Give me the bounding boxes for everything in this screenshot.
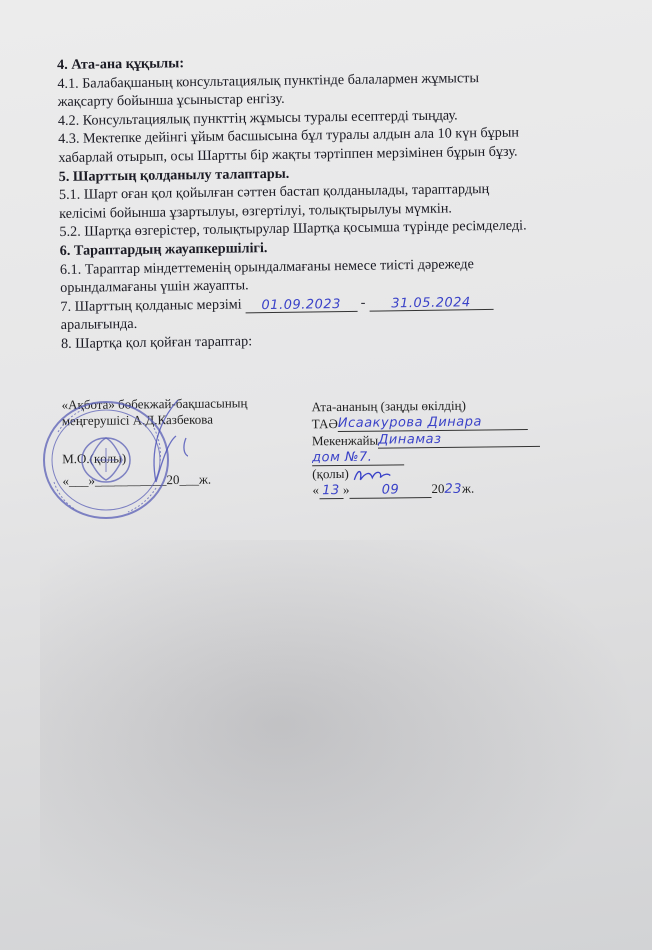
date-quote-close: »: [342, 481, 350, 497]
address-row: [312, 430, 562, 450]
clause-4-3a: 4.3. Мектепке дейінгі ұйым басшысына бұл туралы алдын ала 10 күн бұрын: [58, 124, 520, 148]
round-seal-stamp: [38, 392, 188, 524]
section-6-heading: 6. Тараптардың жауапкершілігі.: [59, 240, 268, 259]
date-year: 20___ж.: [166, 471, 212, 488]
date-suffix: ж.: [461, 480, 475, 496]
head-name: меңгерушісі А.Д.Казбекова: [61, 411, 214, 429]
parent-signature-block: [311, 397, 562, 500]
clause-6-1b: орындалмағаны үшін жауапты.: [60, 277, 249, 297]
date-year-prefix: 20: [431, 480, 445, 497]
section-5-heading: 5. Шарттың қолданылу талаптары.: [58, 165, 290, 185]
clause-5-2: 5.2. Шартқа өзгерістер, толықтырулар Шартқа қосымша түрінде ресімделеді.: [59, 217, 527, 241]
date-month-field: [349, 481, 431, 499]
address-label: Мекенжайы: [311, 432, 379, 449]
name-field: [338, 413, 528, 432]
term-start-field: [245, 295, 357, 314]
parent-name-value: Исаакурова Динара: [337, 414, 482, 432]
address-value-1: Динамаз: [378, 431, 442, 448]
clause-5-1a: 5.1. Шарт оған қол қойылған сәттен бастап қолданылады, тараптардың: [58, 181, 490, 204]
term-end-field: [369, 293, 493, 312]
date-day-value: 13: [322, 483, 340, 499]
term-prefix: 7. Шарттың қолданыс мерзімі: [60, 296, 242, 315]
parent-sign-label: (қолы): [312, 465, 349, 482]
parent-signature-mark: [352, 467, 392, 481]
date-month-value: 09: [381, 482, 400, 498]
clause-4-3b: хабарлай отырып, осы Шартты бір жақты тәртіппен мерзімінен бұрын бұзу.: [58, 143, 518, 166]
clause-4-2: 4.2. Консультациялық пункттің жұмысы туралы есептерді тыңдау.: [57, 107, 458, 129]
address-value-2: дом №7.: [312, 449, 373, 466]
parent-label: Ата-ананың (заңды өкілдің): [311, 397, 466, 415]
photo-shadow: [40, 540, 640, 950]
address-field-2: [312, 448, 404, 466]
clause-4-1b: жақсарту бойынша ұсыныстар енгізу.: [57, 91, 285, 111]
date-year-value: 23: [444, 481, 463, 497]
date-blank: «___»___________: [62, 472, 167, 489]
term-suffix: аралығында.: [60, 316, 138, 334]
clause-4-1a: 4.1. Балабақшаның консультациялық пунктінде балалармен жұмысты: [57, 69, 480, 92]
name-label: ТАӘ: [311, 416, 338, 432]
clause-6-1a: 6.1. Тараптар міндеттеменің орындалмағаны немесе тиісті дәрежеде: [59, 255, 474, 278]
clause-5-1b: келісімі бойынша ұзартылуы, өзгертілуі, толықтырылуы мүмкін.: [59, 200, 453, 222]
date-day-field: [319, 482, 343, 499]
contract-text: [57, 48, 621, 353]
seal-sign-label: М.О.(қолы): [62, 450, 127, 467]
section-4-heading: 4. Ата-ана құқылы:: [57, 55, 185, 73]
term-dash: -: [360, 294, 366, 311]
kindergarten-name: «Ақбота» бөбекжай-бақшасының: [61, 395, 248, 413]
date-quote-open: «: [312, 482, 320, 498]
term-end-value: 31.05.2024: [391, 295, 471, 312]
parties-label: 8. Шартқа қол қойған тараптар:: [60, 333, 253, 352]
parent-date-row: [312, 480, 562, 500]
term-start-value: 01.09.2023: [261, 297, 342, 314]
address-field: [378, 430, 540, 449]
